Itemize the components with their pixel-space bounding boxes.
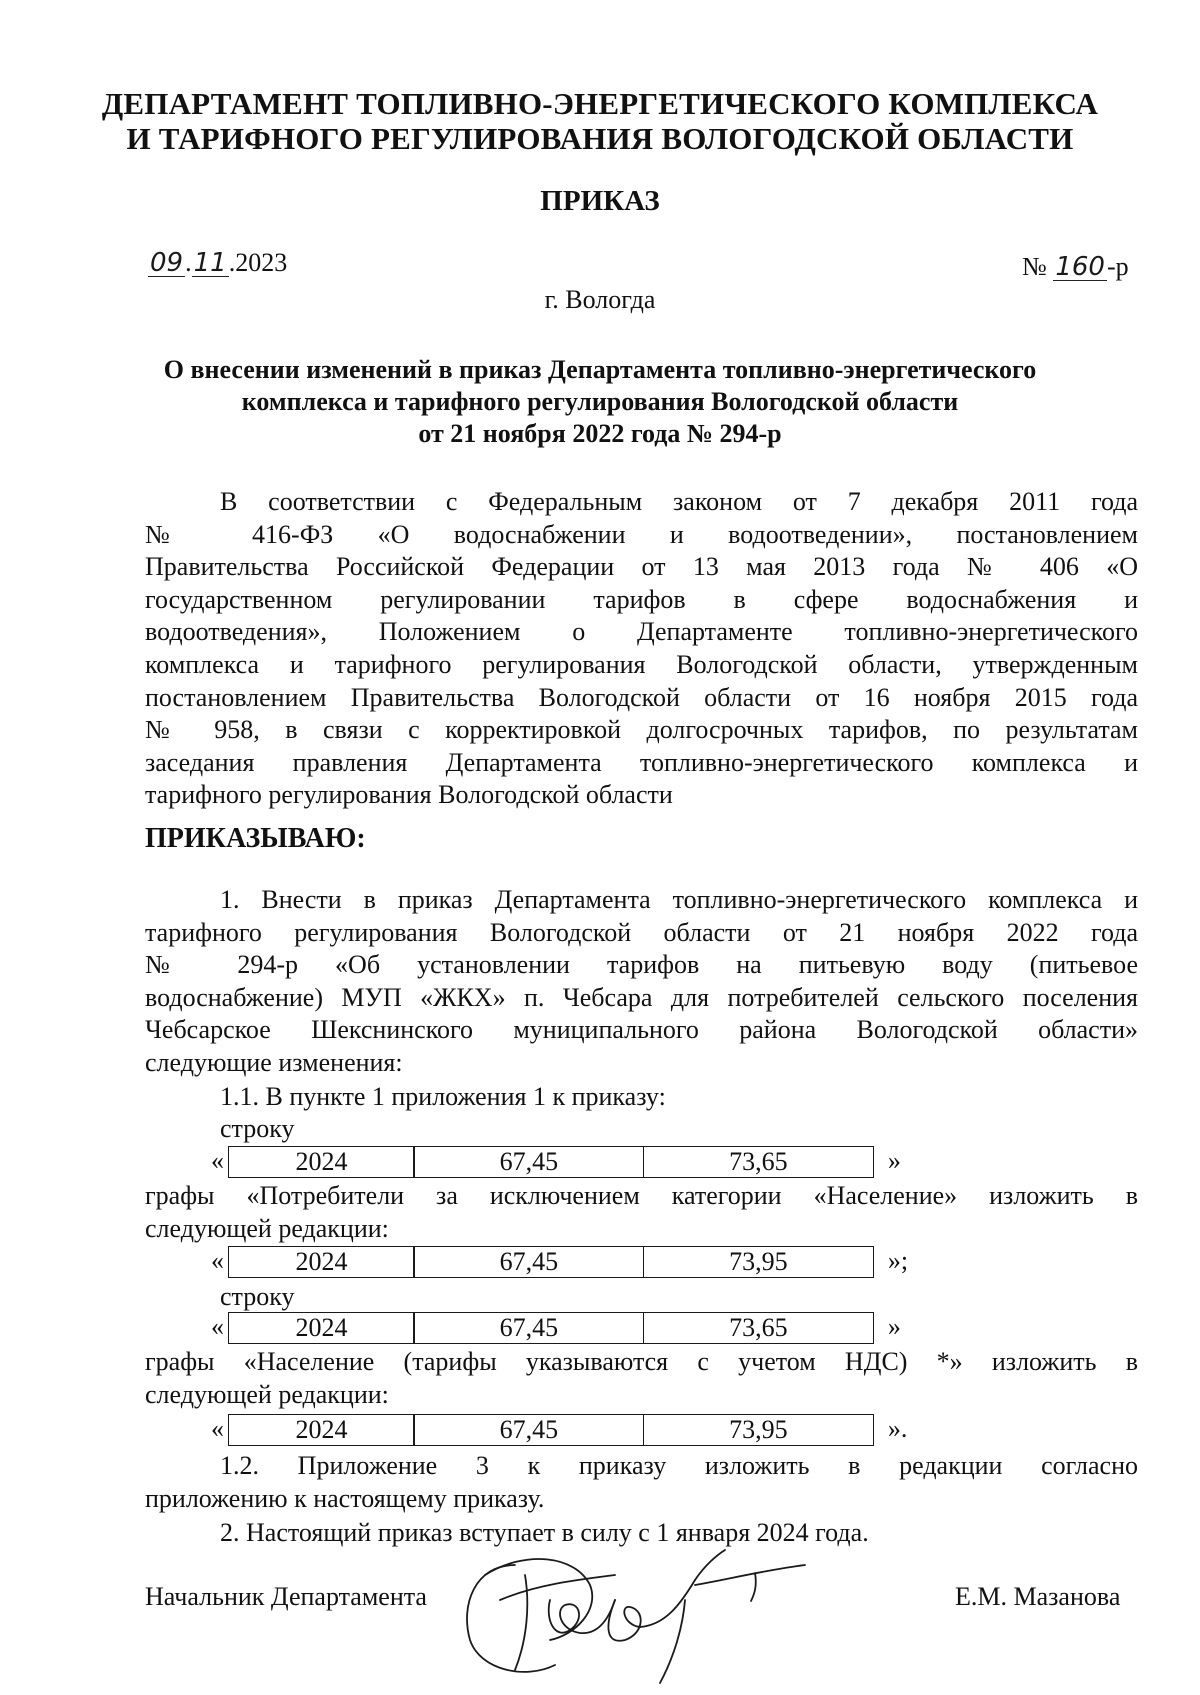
edit-line: следующей редакции:: [145, 1213, 389, 1243]
date-year: .2023: [228, 248, 288, 277]
quote-close: »;: [887, 1246, 909, 1275]
preamble-line: постановлением Правительства Вологодской области от 16 ноября 2015 года: [145, 682, 1138, 712]
tariff-value-cell: 67,45: [413, 1146, 644, 1178]
tariff-row: [211, 1312, 901, 1342]
order-word: ПРИКАЗЫВАЮ:: [145, 823, 366, 854]
item-1-line: 1. Внести в приказ Департамента топливно-энергетического комплекса и: [220, 885, 1138, 914]
preamble-line: заседания правления Департамента топливно-энергетического комплекса и: [145, 747, 1138, 777]
preamble-line: № 416-ФЗ «О водоснабжении и водоотведении», постановлением: [145, 519, 1138, 549]
number-prefix: №: [1022, 252, 1047, 281]
department-name-line1: ДЕПАРТАМЕНТ ТОПЛИВНО-ЭНЕРГЕТИЧЕСКОГО КОМПЛЕКСА: [101, 86, 1099, 121]
graph-2-line: графы «Население (тарифы указываются с учетом НДС) *» изложить в: [145, 1347, 1138, 1376]
preamble-line: В соответствии с Федеральным законом от 7 декабря 2011 года: [220, 487, 1138, 516]
item-1-line: тарифного регулирования Вологодской области от 21 ноября 2022 года: [145, 917, 1138, 947]
tariff-row: [211, 1414, 908, 1444]
signatory-name: Е.М. Мазанова: [955, 1582, 1121, 1611]
document-number: [1022, 252, 1129, 282]
preamble-paragraph: [145, 486, 1138, 812]
tariff-value-cell: 73,65: [643, 1146, 874, 1178]
number-suffix: -р: [1106, 252, 1129, 281]
item-1-paragraph: [145, 884, 1138, 1080]
graph-1-line: графы «Потребители за исключением категории «Население» изложить в: [145, 1181, 1138, 1210]
tariff-year-cell: 2024: [228, 1312, 415, 1344]
item-2: 2. Настоящий приказ вступает в силу с 1 января 2024 года.: [220, 1518, 869, 1547]
tariff-year-cell: 2024: [228, 1246, 415, 1278]
tariff-value-cell: 67,45: [413, 1246, 644, 1278]
preamble-line: тарифного регулирования Вологодской области: [145, 780, 673, 810]
preamble-line: Правительства Российской Федерации от 13 мая 2013 года № 406 «О: [145, 552, 1138, 582]
item-1-line: № 294-р «Об установлении тарифов на питьевую воду (питьевое: [145, 950, 1138, 980]
preamble-line: комплекса и тарифного регулирования Вологодской области, утвержденным: [145, 649, 1138, 679]
quote-open: «: [211, 1312, 224, 1341]
quote-close: ».: [887, 1414, 908, 1443]
tariff-year-cell: 2024: [228, 1414, 415, 1446]
row-word: строку: [220, 1282, 295, 1311]
subitem-1-1: 1.1. В пункте 1 приложения 1 к приказу:: [220, 1082, 666, 1111]
subitem-1-2-line: 1.2. Приложение 3 к приказу изложить в редакции согласно: [220, 1451, 1138, 1480]
department-name-line2: И ТАРИФНОГО РЕГУЛИРОВАНИЯ ВОЛОГОДСКОЙ ОБЛАСТИ: [126, 121, 1074, 156]
preamble-line: водоотведения», Положением о Департаменте топливно-энергетического: [145, 617, 1138, 647]
date-day: 09: [150, 248, 184, 278]
number-value: 160: [1055, 252, 1105, 282]
tariff-value-cell: 67,45: [413, 1312, 644, 1344]
tariff-year-cell: 2024: [228, 1146, 415, 1178]
item-1-line: водоснабжение) МУП «ЖКХ» п. Чебсара для потребителей сельского поселения: [145, 982, 1138, 1012]
quote-close: »: [887, 1312, 901, 1341]
quote-close: »: [887, 1146, 901, 1175]
tariff-value-cell: 73,65: [643, 1312, 874, 1344]
handwritten-signature: [455, 1545, 855, 1685]
subitem-1-2: [145, 1450, 1138, 1515]
graph-1-text: [145, 1180, 1138, 1245]
subject-line1: О внесении изменений в приказ Департамента топливно-энергетического: [163, 355, 1037, 384]
edit-line: следующей редакции:: [145, 1379, 389, 1409]
department-header: [0, 86, 1200, 156]
quote-open: «: [211, 1246, 224, 1275]
subject-line2: комплекса и тарифного регулирования Вологодской области: [241, 387, 959, 416]
date-month: 11: [193, 248, 227, 278]
signatory-position: Начальник Департамента: [145, 1582, 427, 1611]
item-1-line: следующие изменения:: [145, 1047, 403, 1077]
preamble-line: № 958, в связи с корректировкой долгосрочных тарифов, по результатам: [145, 715, 1138, 745]
document-city: г. Вологда: [544, 285, 656, 314]
row-word: строку: [220, 1114, 295, 1143]
item-1-line: Чебсарское Шекснинского муниципального района Вологодской области»: [145, 1015, 1138, 1045]
tariff-value-cell: 73,95: [643, 1414, 874, 1446]
preamble-line: государственном регулировании тарифов в сфере водоснабжения и: [145, 584, 1138, 614]
tariff-row: [211, 1146, 901, 1176]
tariff-row: [211, 1246, 909, 1276]
document-date: 09.11.2023: [150, 248, 288, 278]
tariff-value-cell: 73,95: [643, 1246, 874, 1278]
quote-open: «: [211, 1146, 224, 1175]
graph-2-text: [145, 1346, 1138, 1411]
tariff-value-cell: 67,45: [413, 1414, 644, 1446]
quote-open: «: [211, 1414, 224, 1443]
subitem-1-2-line: приложению к настоящему приказу.: [145, 1483, 545, 1513]
document-type: ПРИКАЗ: [540, 185, 660, 217]
document-subject: [0, 354, 1200, 450]
subject-line3: от 21 ноября 2022 года № 294-р: [418, 419, 782, 448]
